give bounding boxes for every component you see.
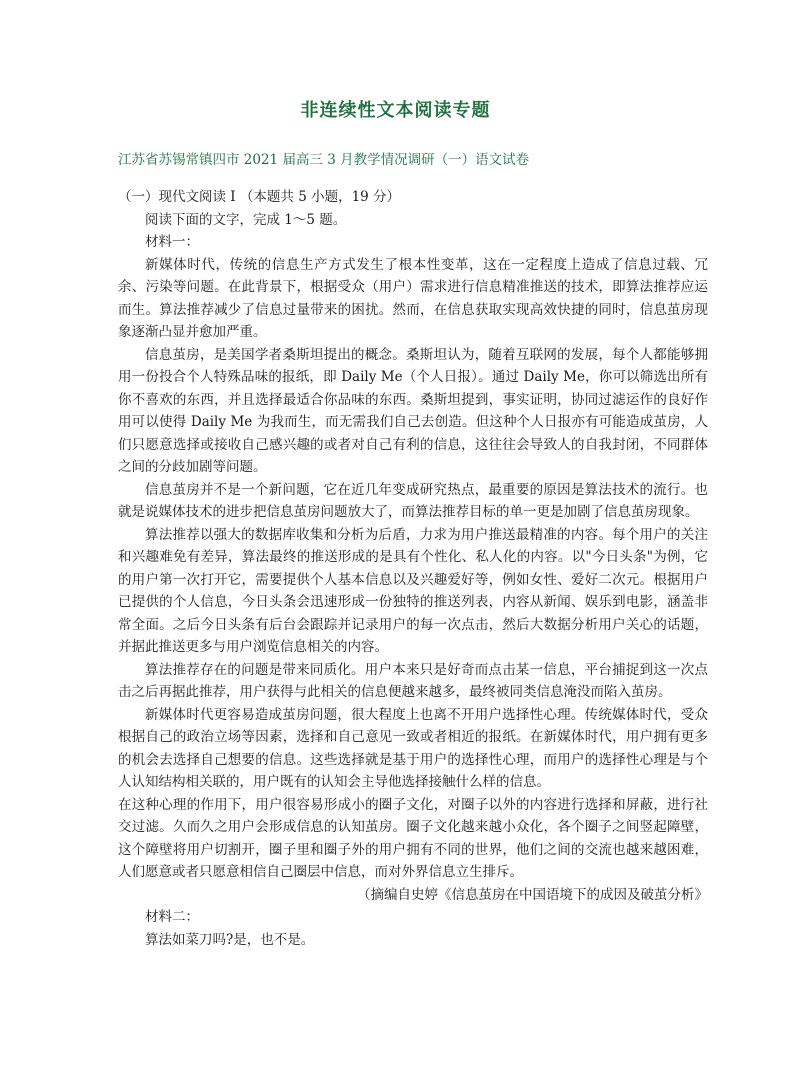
citation: （摘编自史婷《信息茧房在中国语境下的成因及破茧分析》 [357,886,708,903]
paragraph: 算法推荐以强大的数据库收集和分析为后盾，力求为用户推送最精准的内容。每个用户的关注和兴趣难免有差异，算法最终的推送形成的是具有个性化、私人化的内容。以"今日头条"为例，它的用户第一次打开它，需要提供个人基本信息以及兴趣爱好等，例如女性、爱好二次元。根据用户已提供的个人信息，今日头条会迅速形成一份独特的推送列表，内容从新闻、娱乐到电影，涵盖非常全面。之后今日头条有后台会跟踪并记录用户的每一次点击，然后大数据分析用户关心的话题，并据此推送更多与用户浏览信息相关的内容。 [118,526,708,655]
paragraph: 信息茧房并不是一个新问题，它在近几年变成研究热点，最重要的原因是算法技术的流行。也就是说媒体技术的进步把信息茧房问题放大了，而算法推荐目标的单一更是加剧了信息茧房现象。 [118,481,708,520]
instruction: 阅读下面的文字，完成 1～5 题。 [145,211,347,228]
paragraph: 信息茧房，是美国学者桑斯坦提出的概念。桑斯坦认为，随着互联网的发展，每个人都能够拥用一份投合个人特殊品味的报纸，即 Daily Me（个人日报）。通过 Daily Me，你可以筛选出所有你不喜欢的东西，并且选择最适合你品味的东西。桑斯坦提到，事实证明，协同过滤运作的良好作用可以使得 Daily Me 为我而生，而无需我们自己去创造。但这种个人日报亦有可能造成茧房，人们只愿意选择或接收自己感兴趣的或者对自己有利的信息，这往往会导致人的自我封闭，不同群体之间的分歧加剧等问题。 [118,346,708,475]
paragraph: 新媒体时代更容易造成茧房问题，很大程度上也离不开用户选择性心理。传统媒体时代，受众根据自己的政治立场等因素，选择和自己意见一致或者相近的报纸。在新媒体时代，用户拥有更多的机会去选择自己想要的信息。这些选择就是基于用户的选择性心理，而用户的选择性心理是与个人认知结构相关联的，用户既有的认知会主导他选择接触什么样的信息。 [118,706,708,790]
exam-source: 江苏省苏锡常镇四市 2021 届高三 3 月教学情况调研（一）语文试卷 [118,152,530,168]
document-body [118,186,708,951]
paragraph: 算法如菜刀吗?是，也不是。 [145,931,315,948]
document-title: 非连续性文本阅读专题 [300,100,491,121]
material-two-label: 材料二： [145,909,199,925]
material-one-label: 材料一： [145,234,199,250]
paragraph: 在这种心理的作用下，用户很容易形成小的圈子文化，对圈子以外的内容进行选择和屏蔽，进行社交过滤。久而久之用户会形成信息的认知茧房。圈子文化越来越小众化，各个圈子之间竖起障壁，这个障壁将用户切割开，圈子里和圈子外的用户拥有不同的世界，他们之间的交流也越来越困难，人们愿意或者只愿意相信自己圈层中信息，而对外界信息立生排斥。 [118,796,708,880]
section-heading: （一）现代文阅读 I （本题共 5 小题，19 分） [118,189,401,205]
paragraph: 算法推荐存在的问题是带来同质化。用户本来只是好奇而点击某一信息，平台捕捉到这一次点击之后再据此推荐，用户获得与此相关的信息便越来越多，最终被同类信息淹没而陷入茧房。 [118,661,708,700]
paragraph: 新媒体时代，传统的信息生产方式发生了根本性变革，这在一定程度上造成了信息过载、冗余、污染等问题。在此背景下，根据受众（用户）需求进行信息精准推送的技术，即算法推荐应运而生。算法推荐减少了信息过量带来的困扰。然而，在信息获取实现高效快捷的同时，信息茧房现象逐渐凸显并愈加严重。 [118,256,708,340]
